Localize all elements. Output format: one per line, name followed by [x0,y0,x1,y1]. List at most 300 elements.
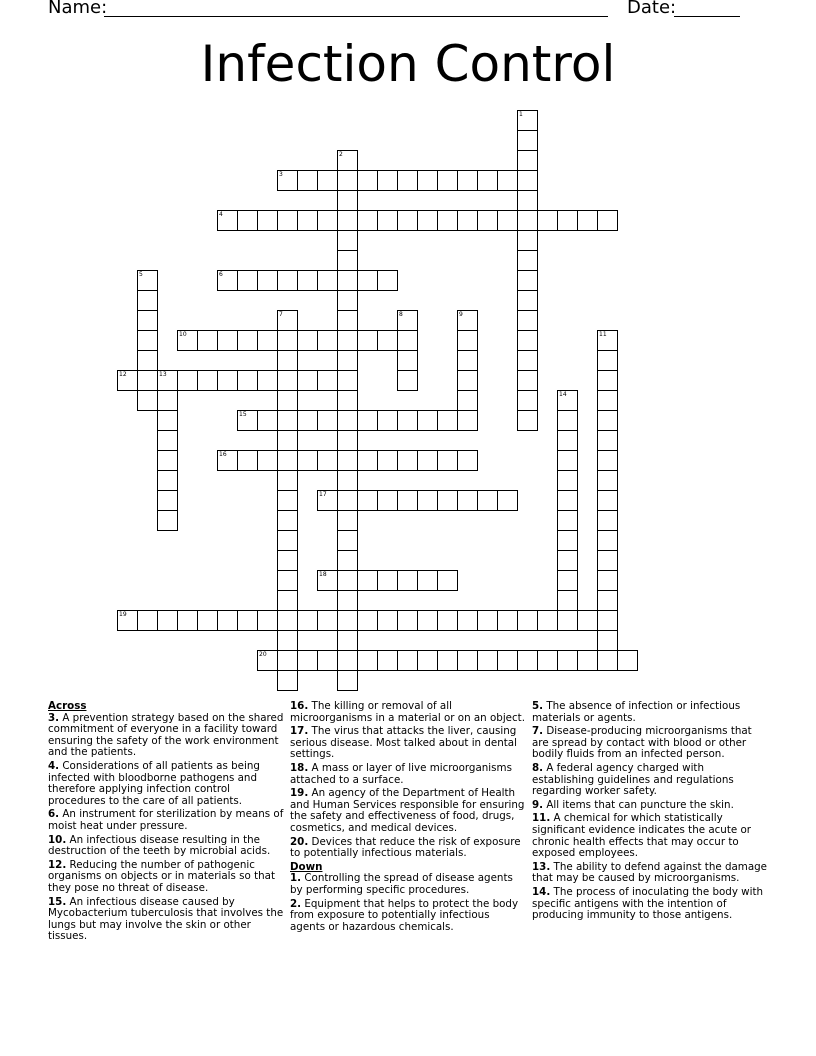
cell-number: 4 [219,211,223,218]
grid-cell[interactable] [157,490,178,511]
grid-cell[interactable] [217,450,238,471]
clue-text: All items that can puncture the skin. [546,798,734,811]
grid-cell[interactable] [157,430,178,451]
grid-cell[interactable] [137,370,158,391]
grid-cell[interactable] [557,210,578,231]
clues-column-3 [532,701,768,924]
clue-number: 1. [290,872,302,885]
grid-cell[interactable] [517,210,538,231]
grid-cell[interactable] [337,390,358,411]
grid-cell[interactable] [337,650,358,671]
grid-cell[interactable] [457,210,478,231]
grid-cell[interactable] [497,650,518,671]
grid-cell[interactable] [597,210,618,231]
cell-number: 7 [279,311,283,318]
grid-cell[interactable] [317,610,338,631]
cell-number: 20 [259,651,267,658]
clue-text: Considerations of all patients as being infected with bloodborne pathogens and therefore applying infection control procedures to the care of all patients. [48,759,260,807]
grid-cell[interactable] [337,170,358,191]
grid-cell[interactable] [397,650,418,671]
grid-cell[interactable] [137,610,158,631]
grid-cell[interactable] [517,390,538,411]
clue-text: Controlling the spread of disease agents by performing specific procedures. [290,872,513,896]
cell-number: 3 [279,171,283,178]
grid-cell[interactable] [277,510,298,531]
grid-cell[interactable] [597,510,618,531]
grid-cell[interactable] [417,450,438,471]
grid-cell[interactable] [337,590,358,611]
grid-cell[interactable] [237,450,258,471]
grid-cell[interactable] [357,490,378,511]
grid-cell[interactable] [517,310,538,331]
grid-cell[interactable] [157,470,178,491]
clue-text: An agency of the Department of Health and Human Services responsible for ensuring the safety and effectiveness of food, drugs, cosmetics, and medical devices. [290,787,525,834]
grid-cell[interactable] [397,410,418,431]
grid-cell[interactable] [517,170,538,191]
grid-cell[interactable] [337,350,358,371]
grid-cell[interactable] [597,410,618,431]
grid-cell[interactable] [137,390,158,411]
grid-cell[interactable] [177,610,198,631]
grid-cell[interactable] [517,110,538,131]
grid-cell[interactable] [337,510,358,531]
grid-cell[interactable] [277,210,298,231]
cell-number: 9 [459,311,463,318]
grid-cell[interactable] [337,270,358,291]
grid-cell[interactable] [397,570,418,591]
grid-cell[interactable] [317,570,338,591]
grid-cell[interactable] [397,490,418,511]
grid-cell[interactable] [397,330,418,351]
clue-across-20 [290,837,526,860]
grid-cell[interactable] [477,170,498,191]
grid-cell[interactable] [177,370,198,391]
cell-number: 2 [339,151,343,158]
grid-cell[interactable] [357,570,378,591]
grid-cell[interactable] [497,610,518,631]
grid-cell[interactable] [297,270,318,291]
grid-cell[interactable] [277,270,298,291]
grid-cell[interactable] [377,170,398,191]
grid-cell[interactable] [557,590,578,611]
grid-cell[interactable] [397,450,418,471]
grid-cell[interactable] [597,570,618,591]
clue-number: 17. [290,725,309,738]
clue-number: 14. [532,885,551,898]
grid-cell[interactable] [517,270,538,291]
grid-cell[interactable] [597,390,618,411]
grid-cell[interactable] [337,370,358,391]
grid-cell[interactable] [357,410,378,431]
grid-cell[interactable] [497,490,518,511]
grid-cell[interactable] [377,410,398,431]
grid-cell[interactable] [157,510,178,531]
grid-cell[interactable] [197,330,218,351]
grid-cell[interactable] [337,610,358,631]
grid-cell[interactable] [237,610,258,631]
grid-cell[interactable] [277,370,298,391]
clue-down-7 [532,726,768,761]
grid-cell[interactable] [517,350,538,371]
grid-cell[interactable] [517,150,538,171]
clue-text: Disease-producing microorganisms that are spread by contact with blood or other bodily fluids from an infected person. [532,725,752,761]
cell-number: 6 [219,271,223,278]
cell-number: 18 [319,571,327,578]
clue-text: A federal agency charged with establishing guidelines and regulations regarding worker safety. [532,761,734,798]
cell-number: 16 [219,451,227,458]
grid-cell[interactable] [577,210,598,231]
grid-cell[interactable] [237,330,258,351]
grid-cell[interactable] [597,630,618,651]
grid-cell[interactable] [217,610,238,631]
grid-cell[interactable] [357,270,378,291]
grid-cell[interactable] [497,210,518,231]
grid-cell[interactable] [277,610,298,631]
grid-cell[interactable] [157,610,178,631]
clue-number: 2. [290,897,302,910]
clue-down-9 [532,800,768,812]
grid-cell[interactable] [277,330,298,351]
grid-cell[interactable] [297,370,318,391]
cell-number: 14 [559,391,567,398]
grid-cell[interactable] [277,450,298,471]
grid-cell[interactable] [297,330,318,351]
cell-number: 10 [179,331,187,338]
grid-cell[interactable] [437,570,458,591]
grid-cell[interactable] [557,550,578,571]
grid-cell[interactable] [277,390,298,411]
grid-cell[interactable] [537,650,558,671]
grid-cell[interactable] [377,330,398,351]
grid-cell[interactable] [517,370,538,391]
grid-cell[interactable] [257,330,278,351]
grid-cell[interactable] [337,530,358,551]
grid-cell[interactable] [517,610,538,631]
across-heading: Across [48,700,87,712]
grid-cell[interactable] [517,230,538,251]
grid-cell[interactable] [517,410,538,431]
grid-cell[interactable] [217,210,238,231]
date-label: Date: [627,0,677,18]
grid-cell[interactable] [277,570,298,591]
grid-cell[interactable] [597,550,618,571]
grid-cell[interactable] [337,330,358,351]
grid-cell[interactable] [137,270,158,291]
grid-cell[interactable] [357,330,378,351]
grid-cell[interactable] [557,570,578,591]
grid-cell[interactable] [397,610,418,631]
grid-cell[interactable] [337,490,358,511]
grid-cell[interactable] [277,470,298,491]
grid-cell[interactable] [337,290,358,311]
grid-cell[interactable] [457,610,478,631]
clue-number: 11. [532,812,551,825]
grid-cell[interactable] [557,490,578,511]
grid-cell[interactable] [277,350,298,371]
clue-across-12 [48,860,284,895]
grid-cell[interactable] [137,290,158,311]
clue-across-15 [48,897,284,943]
clue-number: 20. [290,835,309,848]
grid-cell[interactable] [517,250,538,271]
grid-cell[interactable] [337,210,358,231]
grid-cell[interactable] [317,370,338,391]
grid-cell[interactable] [457,330,478,351]
clue-text: Reducing the number of pathogenic organisms on objects or in materials so that they pose no threat of disease. [48,858,276,894]
cell-number: 5 [139,271,143,278]
grid-cell[interactable] [277,530,298,551]
grid-cell[interactable] [517,190,538,211]
grid-cell[interactable] [137,310,158,331]
grid-cell[interactable] [417,490,438,511]
grid-cell[interactable] [337,190,358,211]
grid-cell[interactable] [337,450,358,471]
grid-cell[interactable] [517,650,538,671]
clue-number: 4. [48,759,60,772]
grid-cell[interactable] [337,310,358,331]
grid-cell[interactable] [597,650,618,671]
grid-cell[interactable] [217,370,238,391]
grid-cell[interactable] [437,610,458,631]
grid-cell[interactable] [597,530,618,551]
clue-text: A mass or layer of live microorganisms attached to a surface. [290,761,512,786]
grid-cell[interactable] [457,350,478,371]
grid-cell[interactable] [157,390,178,411]
grid-cell[interactable] [297,650,318,671]
clue-text: The killing or removal of all microorganisms in a material or on an object. [290,700,525,724]
grid-cell[interactable] [457,450,478,471]
grid-cell[interactable] [217,330,238,351]
grid-cell[interactable] [497,170,518,191]
grid-cell[interactable] [297,410,318,431]
grid-cell[interactable] [277,630,298,651]
grid-cell[interactable] [457,390,478,411]
grid-cell[interactable] [597,470,618,491]
grid-cell[interactable] [477,490,498,511]
grid-cell[interactable] [557,650,578,671]
grid-cell[interactable] [477,210,498,231]
clue-number: 10. [48,833,67,846]
grid-cell[interactable] [357,610,378,631]
grid-cell[interactable] [197,610,218,631]
grid-cell[interactable] [137,330,158,351]
cell-number: 8 [399,311,403,318]
grid-cell[interactable] [477,610,498,631]
grid-cell[interactable] [277,430,298,451]
grid-cell[interactable] [477,650,498,671]
grid-cell[interactable] [397,350,418,371]
grid-cell[interactable] [337,470,358,491]
grid-cell[interactable] [257,650,278,671]
grid-cell[interactable] [417,610,438,631]
clue-number: 9. [532,798,544,811]
grid-cell[interactable] [237,410,258,431]
grid-cell[interactable] [517,330,538,351]
grid-cell[interactable] [537,210,558,231]
grid-cell[interactable] [557,530,578,551]
grid-cell[interactable] [557,390,578,411]
grid-cell[interactable] [277,670,298,691]
grid-cell[interactable] [557,430,578,451]
grid-cell[interactable] [457,650,478,671]
grid-cell[interactable] [397,210,418,231]
grid-cell[interactable] [417,210,438,231]
grid-cell[interactable] [377,610,398,631]
grid-cell[interactable] [237,210,258,231]
clue-number: 19. [290,787,309,800]
grid-cell[interactable] [177,330,198,351]
grid-cell[interactable] [277,310,298,331]
grid-cell[interactable] [377,490,398,511]
grid-cell[interactable] [317,450,338,471]
grid-cell[interactable] [577,610,598,631]
grid-cell[interactable] [197,370,218,391]
grid-cell[interactable] [257,370,278,391]
grid-cell[interactable] [117,370,138,391]
grid-cell[interactable] [437,210,458,231]
cell-number: 19 [119,611,127,618]
grid-cell[interactable] [277,170,298,191]
grid-cell[interactable] [337,630,358,651]
grid-cell[interactable] [377,270,398,291]
grid-cell[interactable] [317,410,338,431]
grid-cell[interactable] [317,650,338,671]
grid-cell[interactable] [437,410,458,431]
cell-number: 17 [319,491,327,498]
grid-cell[interactable] [277,590,298,611]
grid-cell[interactable] [317,330,338,351]
grid-cell[interactable] [297,210,318,231]
grid-cell[interactable] [297,170,318,191]
grid-cell[interactable] [557,610,578,631]
grid-cell[interactable] [217,270,238,291]
grid-cell[interactable] [277,490,298,511]
clue-text: An infectious disease resulting in the destruction of the teeth by microbial acids. [48,833,271,858]
clue-text: A chemical for which statistically significant evidence indicates the acute or chronic health effects that may occur to exposed employees. [532,812,752,860]
clue-number: 18. [290,761,309,774]
grid-cell[interactable] [457,370,478,391]
grid-cell[interactable] [317,490,338,511]
grid-cell[interactable] [597,370,618,391]
grid-cell[interactable] [337,230,358,251]
grid-cell[interactable] [597,430,618,451]
grid-cell[interactable] [557,470,578,491]
clue-text: The virus that attacks the liver, causing serious disease. Most talked about in dental settings. [290,725,517,761]
grid-cell[interactable] [157,410,178,431]
grid-cell[interactable] [357,650,378,671]
clue-text: Devices that reduce the risk of exposure to potentially infectious materials. [290,835,521,860]
grid-cell[interactable] [337,550,358,571]
grid-cell[interactable] [137,350,158,371]
grid-cell[interactable] [397,310,418,331]
grid-cell[interactable] [457,410,478,431]
grid-cell[interactable] [437,450,458,471]
grid-cell[interactable] [577,650,598,671]
clue-text: The ability to defend against the damage that may be caused by microorganisms. [532,860,768,885]
grid-cell[interactable] [417,570,438,591]
grid-cell[interactable] [237,370,258,391]
grid-cell[interactable] [257,610,278,631]
clue-number: 3. [48,711,60,724]
clue-down-11 [532,813,768,859]
grid-cell[interactable] [617,650,638,671]
grid-cell[interactable] [417,650,438,671]
grid-cell[interactable] [397,370,418,391]
grid-cell[interactable] [117,610,138,631]
grid-cell[interactable] [377,570,398,591]
grid-cell[interactable] [457,490,478,511]
grid-cell[interactable] [277,650,298,671]
grid-cell[interactable] [297,450,318,471]
grid-cell[interactable] [557,510,578,531]
grid-cell[interactable] [357,450,378,471]
grid-cell[interactable] [337,430,358,451]
grid-cell[interactable] [597,490,618,511]
grid-cell[interactable] [317,270,338,291]
clue-text: An instrument for sterilization by means of moist heat under pressure. [48,808,284,832]
clue-number: 16. [290,700,309,712]
grid-cell[interactable] [457,310,478,331]
grid-cell[interactable] [597,590,618,611]
grid-cell[interactable] [257,450,278,471]
grid-cell[interactable] [557,410,578,431]
grid-cell[interactable] [357,170,378,191]
grid-cell[interactable] [397,170,418,191]
clue-down-1 [290,873,526,896]
grid-cell[interactable] [597,450,618,471]
grid-cell[interactable] [417,410,438,431]
grid-cell[interactable] [377,650,398,671]
grid-cell[interactable] [317,210,338,231]
grid-cell[interactable] [277,550,298,571]
grid-cell[interactable] [257,410,278,431]
grid-cell[interactable] [457,170,478,191]
clue-text: An infectious disease caused by Mycobacterium tuberculosis that involves the lungs but may involve the skin or other tissues. [48,895,284,943]
grid-cell[interactable] [537,610,558,631]
grid-cell[interactable] [377,450,398,471]
grid-cell[interactable] [437,650,458,671]
grid-cell[interactable] [297,610,318,631]
grid-cell[interactable] [257,270,278,291]
grid-cell[interactable] [237,270,258,291]
clue-number: 6. [48,808,60,821]
grid-cell[interactable] [337,250,358,271]
grid-cell[interactable] [417,170,438,191]
grid-cell[interactable] [557,450,578,471]
grid-cell[interactable] [597,330,618,351]
grid-cell[interactable] [337,410,358,431]
grid-cell[interactable] [437,170,458,191]
grid-cell[interactable] [317,170,338,191]
grid-cell[interactable] [517,290,538,311]
grid-cell[interactable] [157,450,178,471]
grid-cell[interactable] [157,370,178,391]
grid-cell[interactable] [337,150,358,171]
grid-cell[interactable] [597,350,618,371]
clue-across-16 [290,701,526,724]
grid-cell[interactable] [357,210,378,231]
clue-across-19 [290,788,526,834]
grid-cell[interactable] [337,570,358,591]
grid-cell[interactable] [437,490,458,511]
grid-cell[interactable] [517,130,538,151]
cell-number: 1 [519,111,523,118]
grid-cell[interactable] [337,670,358,691]
grid-cell[interactable] [597,610,618,631]
grid-cell[interactable] [277,410,298,431]
grid-cell[interactable] [377,210,398,231]
grid-cell[interactable] [257,210,278,231]
